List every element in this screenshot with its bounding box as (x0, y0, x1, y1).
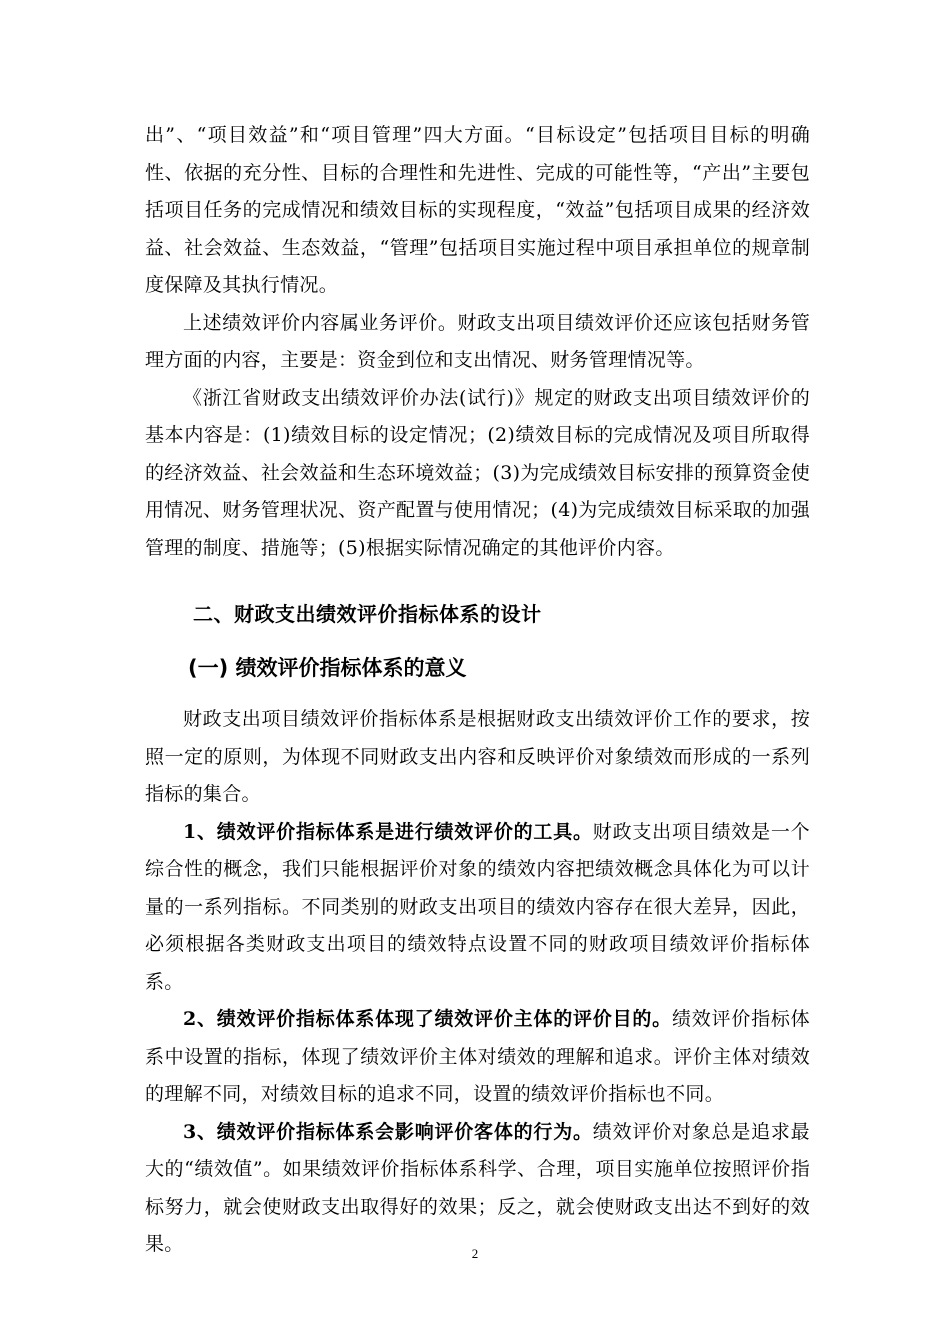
paragraph-zhejiang-regulation: 《浙江省财政支出绩效评价办法(试行)》规定的财政支出项目绩效评价的基本内容是：(1)绩效目标的设定情况；(2)绩效目标的完成情况及项目所取得的经济效益、社会效益和生态环境效益；(3)为完成绩效目标安排的预算资金使用情况、财务管理状况、资产配置与使用情况；(4)为完成绩效目标采取的加强管理的制度、措施等；(5)根据实际情况确定的其他评价内容。 (145, 386, 810, 559)
point-1-text: 财政支出项目绩效是一个综合性的概念，我们只能根据评价对象的绩效内容把绩效概念具体化为可以计量的一系列指标。不同类别的财政支出项目的绩效内容存在很大差异，因此，必须根据各类财政支出项目的绩效特点设置不同的财政项目绩效评价指标体系。 (145, 820, 810, 993)
page-number: 2 (471, 1246, 479, 1261)
paragraph-continuation: 出”、“项目效益”和“项目管理”四大方面。“目标设定”包括项目目标的明确性、依据的充分性、目标的合理性和先进性、完成的可能性等，“产出”主要包括项目任务的完成情况和绩效目标的实现程度，“效益”包括项目成果的经济效益、社会效益、生态效益，“管理”包括项目实施过程中项目承担单位的规章制度保障及其执行情况。 (145, 124, 810, 296)
point-2-heading: 2、绩效评价指标体系体现了绩效评价主体的评价目的。 (183, 1008, 672, 1030)
point-3 (145, 1114, 810, 1264)
point-1-heading: 1、绩效评价指标体系是进行绩效评价的工具。 (183, 820, 593, 843)
point-2 (145, 1001, 810, 1114)
page-body (145, 117, 810, 1264)
paragraph-business-evaluation: 上述绩效评价内容属业务评价。财政支出项目绩效评价还应该包括财务管理方面的内容，主要是：资金到位和支出情况、财务管理情况等。 (145, 311, 810, 371)
point-3-heading: 3、绩效评价指标体系会影响评价客体的行为。 (183, 1120, 593, 1143)
point-3-text: 绩效评价对象总是追求最大的“绩效值”。如果绩效评价指标体系科学、合理，项目实施单位按照评价指标努力，就会使财政支出取得好的效果；反之，就会使财政支出达不到好的效果。 (145, 1120, 810, 1255)
section-heading: 二、财政支出绩效评价指标体系的设计 (193, 602, 542, 626)
point-1 (145, 814, 810, 1002)
paragraph-indicator-definition: 财政支出项目绩效评价指标体系是根据财政支出绩效评价工作的要求，按照一定的原则，为体现不同财政支出内容和反映评价对象绩效而形成的一系列指标的集合。 (145, 708, 810, 805)
subsection-heading: (一) 绩效评价指标体系的意义 (188, 656, 467, 680)
point-2-text: 绩效评价指标体系中设置的指标，体现了绩效评价主体对绩效的理解和追求。评价主体对绩效的理解不同，对绩效目标的追求不同，设置的绩效评价指标也不同。 (145, 1008, 810, 1105)
